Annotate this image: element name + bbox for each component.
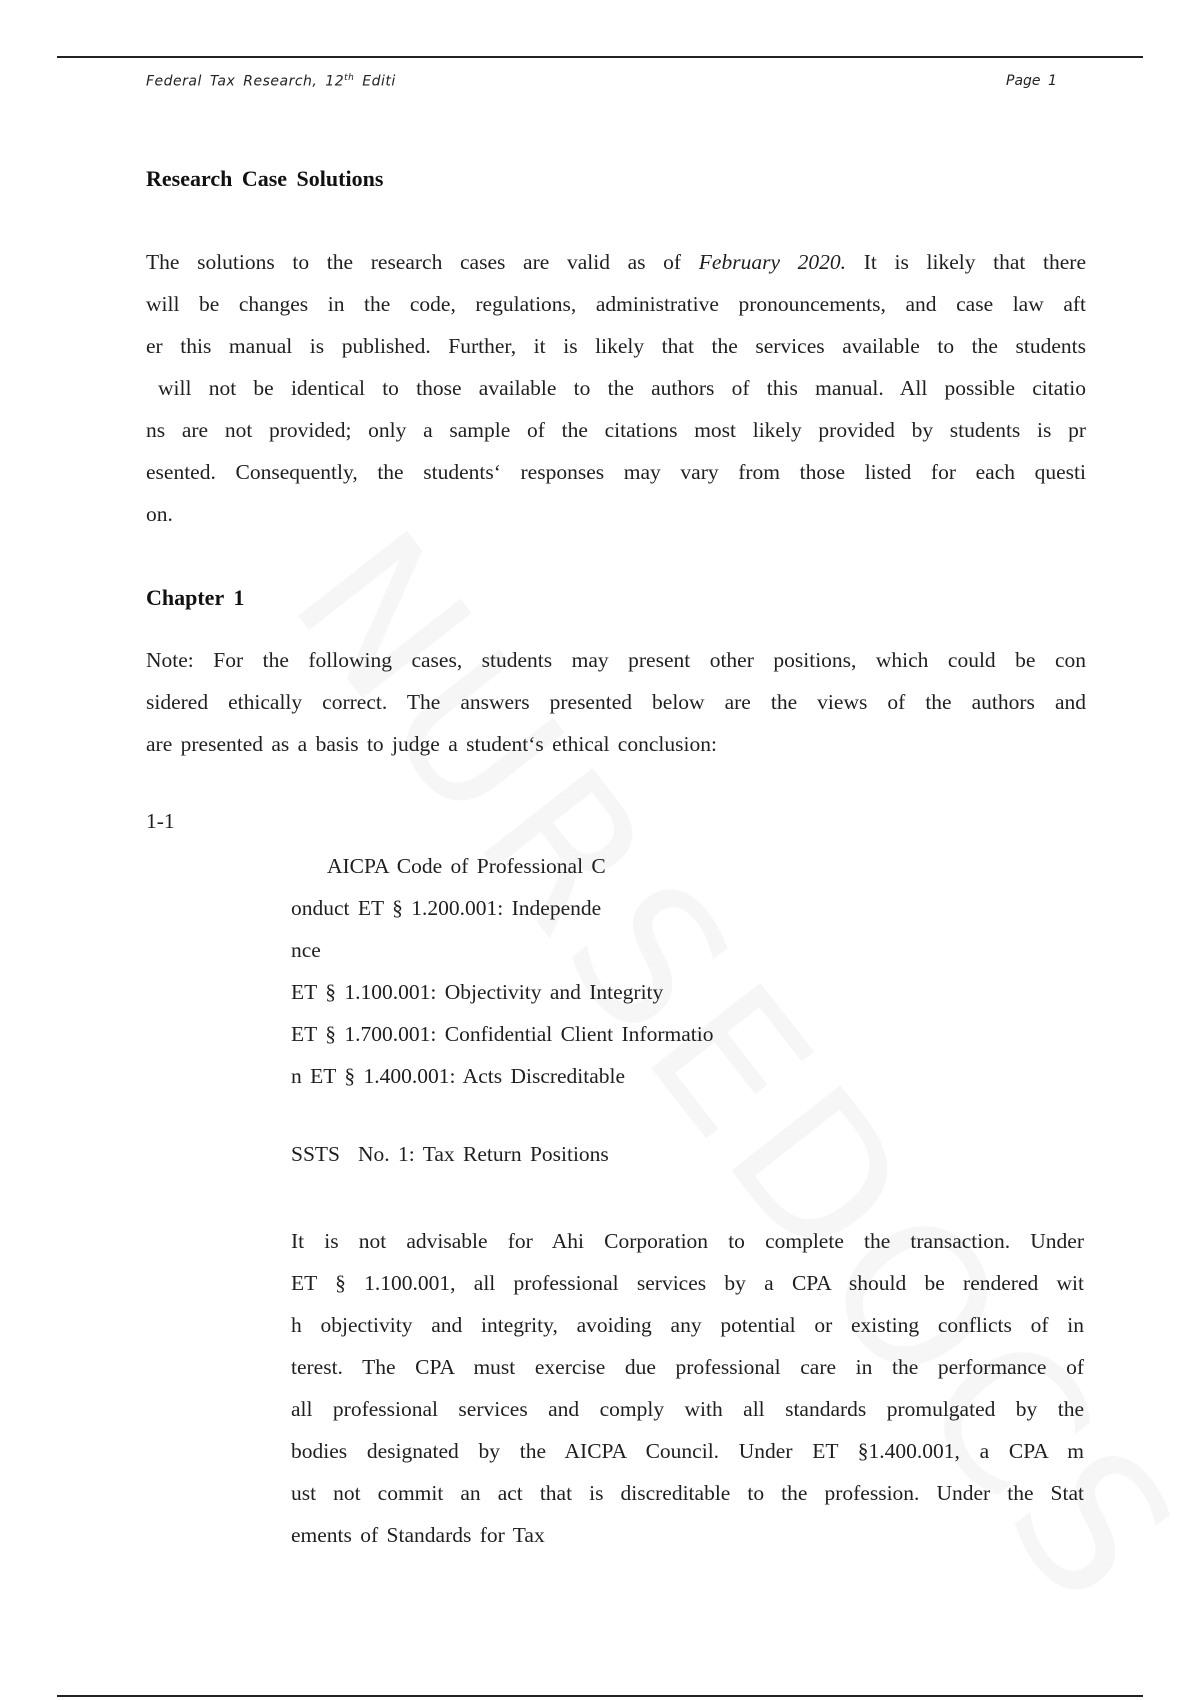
answer-line: It is not advisable for Ahi Corporation to complete the transaction. Under — [291, 1229, 1084, 1253]
intro-line: on. — [146, 502, 173, 526]
answer-line: terest. The CPA must exercise due professional care in the performance of — [291, 1355, 1084, 1379]
intro-line: will not be identical to those available to the authors of this manual. All possible citatio — [158, 376, 1086, 400]
answer-line: ements of Standards for Tax — [291, 1523, 545, 1547]
citation-line: ET § 1.700.001: Confidential Client Informatio — [291, 1022, 714, 1046]
answer-line: bodies designated by the AICPA Council. Under ET §1.400.001, a CPA m — [291, 1439, 1084, 1463]
ssts-citation — [291, 1142, 609, 1167]
section-title: Research Case Solutions — [146, 166, 384, 191]
intro-paragraph — [146, 241, 1086, 535]
answer-line: ust not commit an act that is discreditable to the profession. Under the Stat — [291, 1481, 1084, 1505]
note-line: are presented as a basis to judge a student‘s ethical conclusion: — [146, 732, 717, 756]
citation-line: nce — [291, 938, 321, 962]
answer-line: ET § 1.100.001, all professional services by a CPA should be rendered wit — [291, 1271, 1084, 1295]
ssts-label: SSTS — [291, 1142, 341, 1166]
chapter-title: Chapter 1 — [146, 585, 245, 610]
note-paragraph — [146, 639, 1086, 765]
case-label: 1-1 — [146, 809, 175, 833]
citation-line: onduct ET § 1.200.001: Independe — [291, 896, 602, 920]
intro-line: esented. Consequently, the students‘ responses may vary from those listed for each questi — [146, 460, 1086, 484]
intro-line: The solutions to the research cases are valid as of February 2020. It is likely that there — [146, 250, 1087, 274]
citation-list — [291, 845, 713, 1097]
running-header-title: Federal Tax Research, 12th Editi — [146, 73, 396, 90]
page-number: Page 1 — [1006, 73, 1057, 89]
answer-line: all professional services and comply with all standards promulgated by the — [291, 1397, 1084, 1421]
footer-rule — [57, 1695, 1143, 1697]
intro-line: er this manual is published. Further, it is likely that the services available to the students — [146, 334, 1086, 358]
citation-line: ET § 1.100.001: Objectivity and Integrity — [291, 980, 664, 1004]
note-line: sidered ethically correct. The answers presented below are the views of the authors and — [146, 690, 1086, 714]
intro-line: ns are not provided; only a sample of the citations most likely provided by students is pr — [146, 418, 1086, 442]
note-line: Note: For the following cases, students may present other positions, which could be con — [146, 648, 1086, 672]
intro-line: will be changes in the code, regulations, administrative pronouncements, and case law aft — [146, 292, 1086, 316]
answer-line: h objectivity and integrity, avoiding any potential or existing conflicts of in — [291, 1313, 1084, 1337]
header-rule — [57, 56, 1143, 58]
citation-line: n ET § 1.400.001: Acts Discreditable — [291, 1064, 626, 1088]
ssts-text: No. 1: Tax Return Positions — [358, 1142, 609, 1166]
citation-line: AICPA Code of Professional C — [327, 854, 606, 878]
answer-paragraph — [291, 1220, 1084, 1556]
